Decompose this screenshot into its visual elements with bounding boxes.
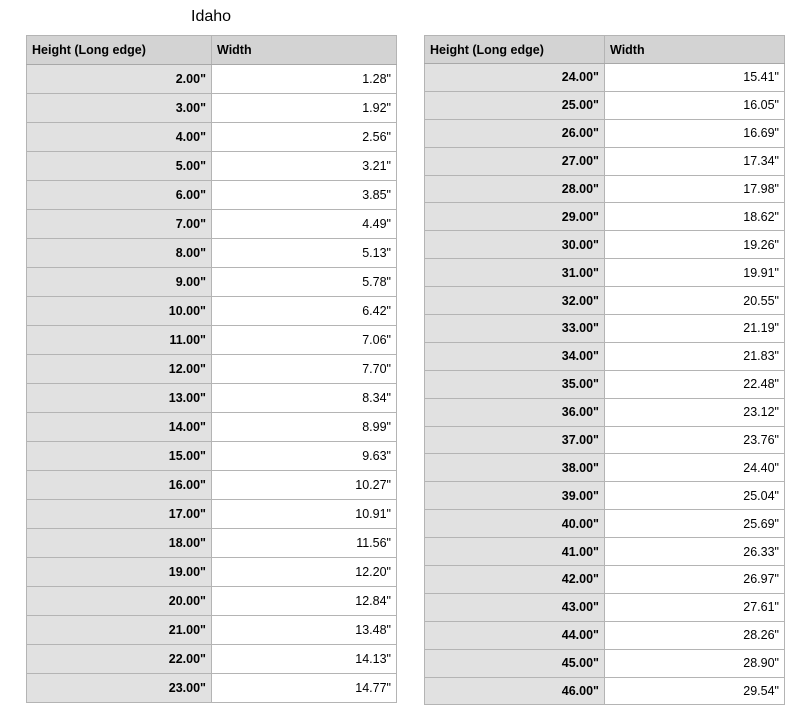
width-cell: 12.20" [212, 558, 397, 587]
table-row [27, 210, 397, 239]
table-row [425, 621, 785, 649]
height-cell: 22.00" [27, 645, 212, 674]
table-row [27, 355, 397, 384]
width-cell: 2.56" [212, 123, 397, 152]
height-cell: 18.00" [27, 529, 212, 558]
column-header-height: Height (Long edge) [425, 36, 605, 64]
height-cell: 28.00" [425, 175, 605, 203]
table-row [27, 616, 397, 645]
table-row [27, 268, 397, 297]
table-row [425, 175, 785, 203]
table-row [27, 645, 397, 674]
height-cell: 45.00" [425, 649, 605, 677]
width-cell: 7.70" [212, 355, 397, 384]
column-header-width: Width [212, 36, 397, 65]
width-cell: 19.26" [605, 231, 785, 259]
width-cell: 20.55" [605, 287, 785, 315]
height-cell: 2.00" [27, 65, 212, 94]
width-cell: 12.84" [212, 587, 397, 616]
table-header-row [27, 36, 397, 65]
height-cell: 41.00" [425, 538, 605, 566]
width-cell: 13.48" [212, 616, 397, 645]
height-cell: 3.00" [27, 94, 212, 123]
height-cell: 44.00" [425, 621, 605, 649]
table-row [425, 398, 785, 426]
table-row [425, 510, 785, 538]
table-row [425, 231, 785, 259]
height-cell: 27.00" [425, 147, 605, 175]
table-row [425, 342, 785, 370]
width-cell: 25.04" [605, 482, 785, 510]
column-header-height: Height (Long edge) [27, 36, 212, 65]
width-cell: 15.41" [605, 64, 785, 92]
table-row [27, 94, 397, 123]
table-row [425, 370, 785, 398]
height-cell: 10.00" [27, 297, 212, 326]
height-cell: 5.00" [27, 152, 212, 181]
width-cell: 10.27" [212, 471, 397, 500]
table-row [27, 558, 397, 587]
width-cell: 22.48" [605, 370, 785, 398]
table-row [27, 471, 397, 500]
height-cell: 23.00" [27, 674, 212, 703]
width-cell: 6.42" [212, 297, 397, 326]
width-cell: 21.19" [605, 315, 785, 343]
height-cell: 14.00" [27, 413, 212, 442]
width-cell: 25.69" [605, 510, 785, 538]
table-row [27, 326, 397, 355]
height-cell: 40.00" [425, 510, 605, 538]
height-cell: 33.00" [425, 315, 605, 343]
width-cell: 21.83" [605, 342, 785, 370]
table-header-row [425, 36, 785, 64]
width-cell: 24.40" [605, 454, 785, 482]
page-title: Idaho [191, 8, 232, 25]
width-cell: 17.98" [605, 175, 785, 203]
size-table-left [26, 35, 397, 703]
height-cell: 8.00" [27, 239, 212, 268]
height-cell: 19.00" [27, 558, 212, 587]
width-cell: 23.12" [605, 398, 785, 426]
height-cell: 16.00" [27, 471, 212, 500]
height-cell: 38.00" [425, 454, 605, 482]
table-row [27, 123, 397, 152]
width-cell: 8.34" [212, 384, 397, 413]
width-cell: 28.90" [605, 649, 785, 677]
width-cell: 5.78" [212, 268, 397, 297]
height-cell: 43.00" [425, 593, 605, 621]
table-row [27, 587, 397, 616]
table-row [27, 181, 397, 210]
height-cell: 26.00" [425, 119, 605, 147]
width-cell: 3.85" [212, 181, 397, 210]
height-cell: 20.00" [27, 587, 212, 616]
table-row [425, 64, 785, 92]
table-row [425, 203, 785, 231]
height-cell: 4.00" [27, 123, 212, 152]
width-cell: 26.33" [605, 538, 785, 566]
table-row [27, 384, 397, 413]
table-row [425, 677, 785, 705]
height-cell: 39.00" [425, 482, 605, 510]
table-row [27, 674, 397, 703]
height-cell: 42.00" [425, 566, 605, 594]
table-row [27, 297, 397, 326]
table-row [425, 566, 785, 594]
table-row [425, 593, 785, 621]
width-cell: 7.06" [212, 326, 397, 355]
table-row [425, 482, 785, 510]
width-cell: 18.62" [605, 203, 785, 231]
table-body-right [425, 64, 785, 705]
width-cell: 16.05" [605, 91, 785, 119]
width-cell: 23.76" [605, 426, 785, 454]
height-cell: 37.00" [425, 426, 605, 454]
width-cell: 4.49" [212, 210, 397, 239]
width-cell: 14.77" [212, 674, 397, 703]
height-cell: 12.00" [27, 355, 212, 384]
table-row [425, 454, 785, 482]
table-row [425, 119, 785, 147]
table-row [425, 538, 785, 566]
height-cell: 25.00" [425, 91, 605, 119]
size-table-right [424, 35, 785, 705]
width-cell: 8.99" [212, 413, 397, 442]
width-cell: 5.13" [212, 239, 397, 268]
width-cell: 16.69" [605, 119, 785, 147]
table-row [425, 91, 785, 119]
table-row [27, 65, 397, 94]
width-cell: 29.54" [605, 677, 785, 705]
height-cell: 11.00" [27, 326, 212, 355]
height-cell: 17.00" [27, 500, 212, 529]
height-cell: 13.00" [27, 384, 212, 413]
height-cell: 24.00" [425, 64, 605, 92]
width-cell: 27.61" [605, 593, 785, 621]
height-cell: 9.00" [27, 268, 212, 297]
width-cell: 11.56" [212, 529, 397, 558]
table-row [425, 649, 785, 677]
height-cell: 35.00" [425, 370, 605, 398]
table-row [425, 426, 785, 454]
height-cell: 29.00" [425, 203, 605, 231]
width-cell: 1.92" [212, 94, 397, 123]
table-row [425, 147, 785, 175]
table-row [27, 152, 397, 181]
width-cell: 10.91" [212, 500, 397, 529]
height-cell: 21.00" [27, 616, 212, 645]
table-row [27, 413, 397, 442]
width-cell: 9.63" [212, 442, 397, 471]
width-cell: 26.97" [605, 566, 785, 594]
height-cell: 31.00" [425, 259, 605, 287]
table-row [27, 442, 397, 471]
table-row [425, 315, 785, 343]
table-row [27, 239, 397, 268]
height-cell: 7.00" [27, 210, 212, 239]
width-cell: 19.91" [605, 259, 785, 287]
width-cell: 1.28" [212, 65, 397, 94]
width-cell: 17.34" [605, 147, 785, 175]
height-cell: 46.00" [425, 677, 605, 705]
table-body-left [27, 65, 397, 703]
table-row [425, 259, 785, 287]
height-cell: 36.00" [425, 398, 605, 426]
height-cell: 30.00" [425, 231, 605, 259]
height-cell: 6.00" [27, 181, 212, 210]
column-header-width: Width [605, 36, 785, 64]
table-row [27, 500, 397, 529]
width-cell: 14.13" [212, 645, 397, 674]
height-cell: 34.00" [425, 342, 605, 370]
table-row [425, 287, 785, 315]
width-cell: 28.26" [605, 621, 785, 649]
height-cell: 32.00" [425, 287, 605, 315]
table-row [27, 529, 397, 558]
height-cell: 15.00" [27, 442, 212, 471]
width-cell: 3.21" [212, 152, 397, 181]
